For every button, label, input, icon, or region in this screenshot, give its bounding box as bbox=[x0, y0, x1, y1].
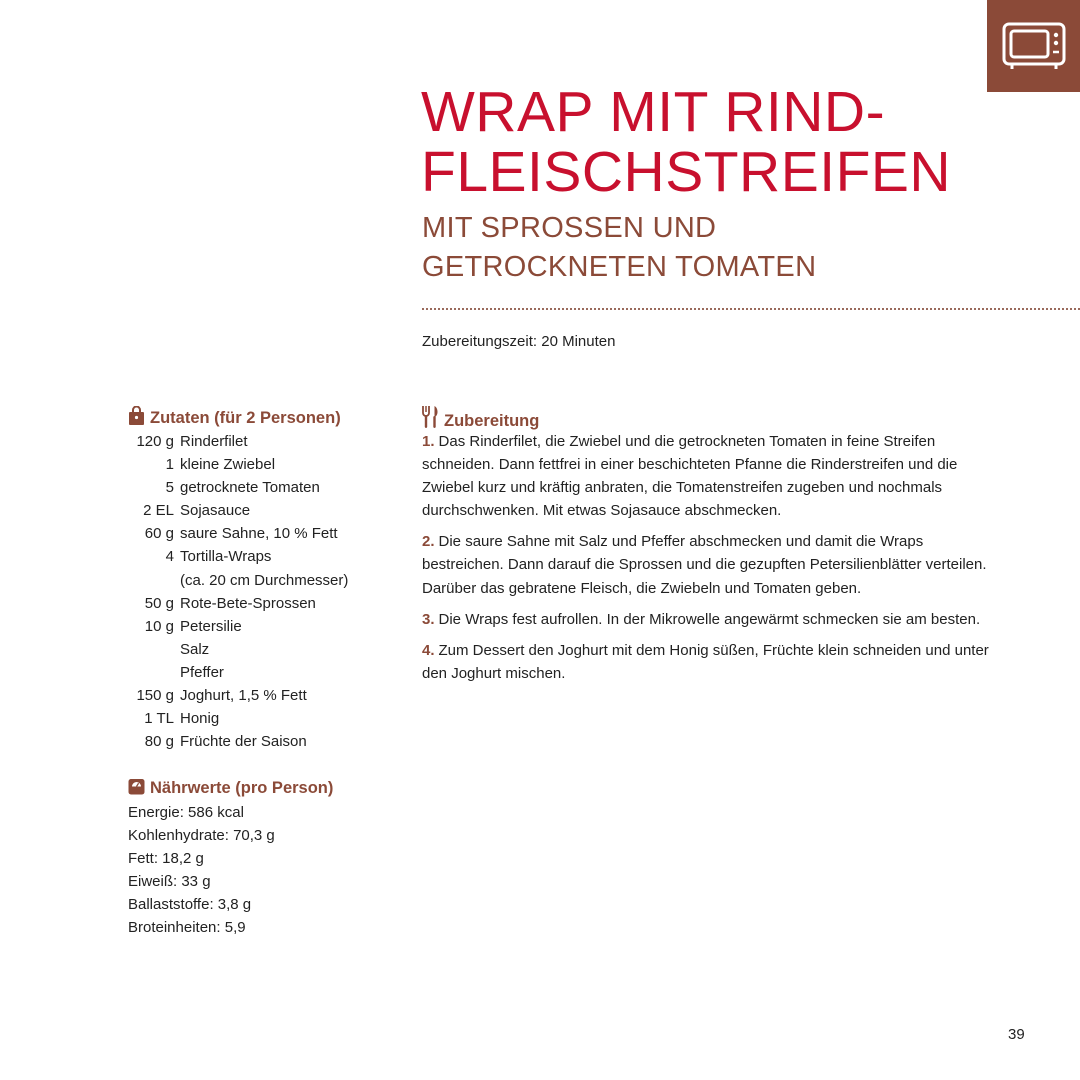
nutrition-heading bbox=[128, 777, 333, 801]
ingredients-heading bbox=[128, 406, 341, 431]
ingredient-qty: 2 EL bbox=[143, 502, 174, 520]
ingredients-heading-text: Zutaten (für 2 Personen) bbox=[150, 409, 341, 427]
step-number: 1. bbox=[422, 433, 435, 450]
title-line: WRAP MIT RIND- bbox=[421, 80, 886, 144]
nutrition-item: Kohlenhydrate: 70,3 g bbox=[128, 827, 275, 845]
subtitle-line: MIT SPROSSEN UND bbox=[422, 212, 717, 244]
scale-icon bbox=[128, 778, 145, 801]
recipe-title bbox=[421, 82, 951, 202]
nutrition-item: Broteinheiten: 5,9 bbox=[128, 919, 246, 937]
ingredient-qty: 5 bbox=[165, 479, 174, 497]
ingredient-name: Pfeffer bbox=[180, 663, 224, 681]
ingredient-name: Petersilie bbox=[180, 617, 242, 635]
ingredient-name: Rote-Bete-Sprossen bbox=[180, 594, 316, 612]
step-number: 2. bbox=[422, 533, 435, 551]
step-text: Die Wraps fest aufrollen. In der Mikrowelle angewärmt schmecken sie am besten. bbox=[438, 610, 981, 628]
preparation-step bbox=[422, 639, 992, 685]
ingredient-qty: 60 g bbox=[144, 525, 174, 543]
ingredient-qty: 50 g bbox=[144, 594, 174, 612]
ingredient-name: (ca. 20 cm Durchmesser) bbox=[180, 571, 349, 589]
step-text: Das Rinderfilet, die Zwiebel und die getrockneten Tomaten in feine Streifen schneiden. Dann fettfrei in einer beschichteten Pfanne die Rinderstreifen und die Zwiebel kurz und kräftig anbraten, die Tomatenstreifen zugeben und nochmals durchschwenken. Mit etwas Sojasauce abschmecken. bbox=[422, 433, 958, 520]
nutrition-item: Fett: 18,2 g bbox=[128, 850, 204, 868]
shopping-bag-icon bbox=[128, 406, 145, 431]
nutrition-heading-text: Nährwerte (pro Person) bbox=[150, 779, 334, 797]
ingredient-name: Joghurt, 1,5 % Fett bbox=[180, 687, 307, 705]
preparation-steps bbox=[422, 430, 992, 693]
preparation-heading-text: Zubereitung bbox=[444, 412, 540, 430]
ingredient-name: getrocknete Tomaten bbox=[180, 479, 320, 497]
ingredient-qty: 120 g bbox=[136, 433, 174, 450]
recipe-subtitle bbox=[422, 209, 816, 287]
nutrition-item: Energie: 586 kcal bbox=[128, 804, 244, 821]
prep-time: Zubereitungszeit: 20 Minuten bbox=[422, 333, 616, 350]
title-line: FLEISCHSTREIFEN bbox=[421, 140, 952, 204]
step-number: 3. bbox=[422, 610, 435, 628]
ingredient-qty: 80 g bbox=[144, 733, 174, 751]
step-text: Zum Dessert den Joghurt mit dem Honig süßen, Früchte klein schneiden und unter den Joghurt mischen. bbox=[422, 641, 989, 682]
ingredient-qty: 1 bbox=[165, 456, 174, 474]
preparation-step bbox=[422, 608, 992, 631]
ingredient-name: Honig bbox=[180, 710, 220, 728]
subtitle-line: GETROCKNETEN TOMATEN bbox=[422, 251, 817, 283]
preparation-step bbox=[422, 430, 992, 522]
microwave-icon bbox=[1002, 22, 1066, 70]
ingredient-qty: 1 TL bbox=[144, 710, 174, 728]
preparation-step bbox=[422, 530, 992, 599]
ingredient-name: Rinderfilet bbox=[180, 433, 248, 450]
step-number: 4. bbox=[422, 641, 435, 659]
ingredient-name: saure Sahne, 10 % Fett bbox=[180, 525, 338, 543]
dotted-divider bbox=[422, 308, 1080, 310]
ingredient-qty: 10 g bbox=[144, 617, 174, 635]
nutrition-item: Ballaststoffe: 3,8 g bbox=[128, 896, 252, 914]
nutrition-item: Eiweiß: 33 g bbox=[128, 873, 211, 891]
ingredient-name: kleine Zwiebel bbox=[180, 456, 276, 474]
ingredient-name: Sojasauce bbox=[180, 502, 251, 520]
ingredient-name: Salz bbox=[180, 640, 210, 658]
ingredient-name: Tortilla-Wraps bbox=[180, 548, 272, 566]
nutrition-list bbox=[128, 801, 275, 940]
ingredient-name: Früchte der Saison bbox=[180, 733, 307, 751]
ingredient-qty: 150 g bbox=[136, 687, 174, 705]
page-number: 39 bbox=[1008, 1026, 1025, 1043]
step-text: Die saure Sahne mit Salz und Pfeffer abschmecken und damit die Wraps bestreichen. Dann darauf die Sprossen und die gezupften Petersilienblätter verteilen. Darüber das gebratene Fleisch, die Zwiebeln und Tomaten geben. bbox=[422, 533, 987, 597]
category-tab bbox=[987, 0, 1080, 92]
ingredient-qty: 4 bbox=[165, 548, 174, 566]
